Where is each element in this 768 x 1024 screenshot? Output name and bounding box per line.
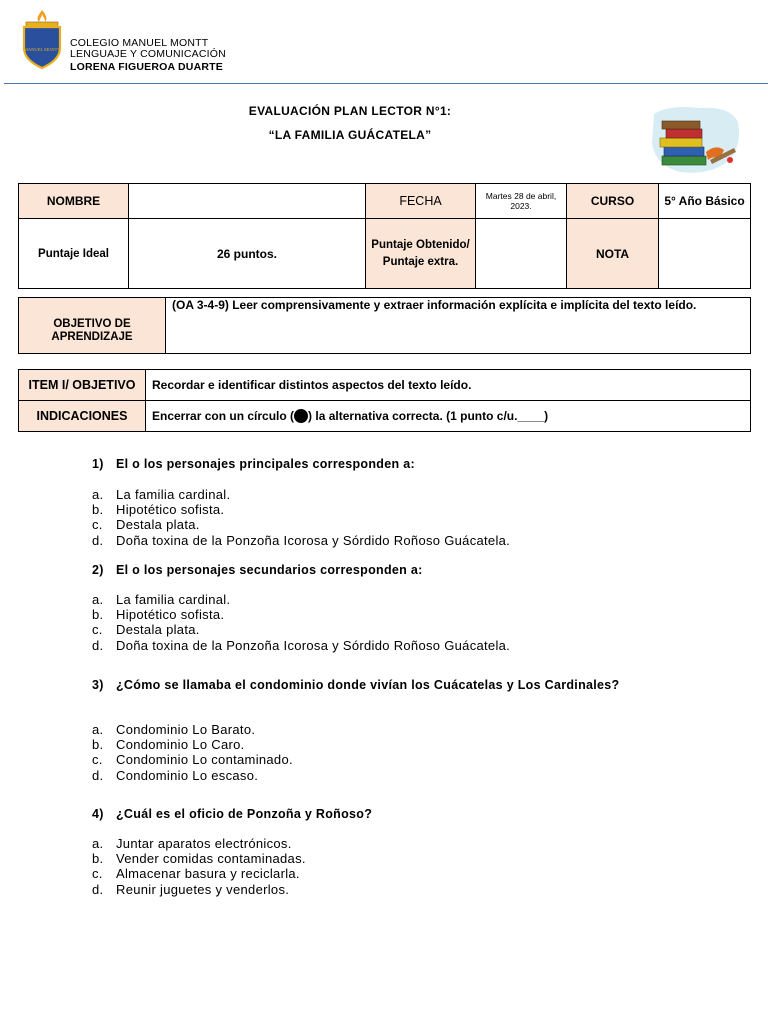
- option-letter: b.: [92, 851, 104, 867]
- option-text: Destala plata.: [116, 517, 200, 533]
- option-letter: c.: [92, 752, 103, 768]
- option-text: Destala plata.: [116, 622, 200, 638]
- question-text: El o los personajes secundarios corresponden a:: [116, 563, 423, 577]
- option-letter: c.: [92, 622, 103, 638]
- option-letter: b.: [92, 607, 104, 623]
- question-text: ¿Cuál es el oficio de Ponzoña y Roñoso?: [116, 807, 373, 821]
- option-item[interactable]: [92, 487, 510, 502]
- option-item[interactable]: [92, 592, 510, 607]
- option-letter: d.: [92, 881, 104, 897]
- curso-label: CURSO: [567, 184, 659, 219]
- question-number: 4): [92, 807, 104, 821]
- item-label: ITEM I/ OBJETIVO: [19, 370, 146, 401]
- option-item[interactable]: [92, 882, 306, 897]
- puntaje-ideal-label: Puntaje Ideal: [19, 219, 129, 289]
- nombre-field[interactable]: [129, 184, 366, 219]
- option-text: La familia cardinal.: [116, 487, 231, 502]
- option-text: Juntar aparatos electrónicos.: [116, 836, 292, 851]
- option-item[interactable]: [92, 768, 293, 783]
- question-number: 2): [92, 563, 104, 577]
- indicaciones-text-end: ) la alternativa correcta. (1 punto c/u.____): [308, 409, 549, 423]
- school-name: COLEGIO MANUEL MONTT: [70, 37, 209, 49]
- option-item[interactable]: [92, 737, 293, 752]
- option-letter: a.: [92, 836, 104, 851]
- option-item[interactable]: [92, 517, 510, 532]
- student-info-table: [18, 183, 751, 289]
- option-letter: a.: [92, 722, 104, 737]
- question-4: [92, 807, 656, 822]
- filled-circle-icon: [294, 409, 308, 423]
- option-item[interactable]: [92, 851, 306, 866]
- curso-value: 5° Año Básico: [659, 184, 751, 219]
- option-text: Condominio Lo Barato.: [116, 722, 256, 737]
- option-item[interactable]: [92, 622, 510, 637]
- question-3-options: [92, 722, 293, 783]
- option-item[interactable]: [92, 533, 510, 548]
- nota-label: NOTA: [567, 219, 659, 289]
- option-text: Vender comidas contaminadas.: [116, 851, 306, 867]
- item-text: Recordar e identificar distintos aspectos del texto leído.: [146, 370, 751, 401]
- nota-field[interactable]: [659, 219, 751, 289]
- option-item[interactable]: [92, 607, 510, 622]
- objective-table: [18, 297, 751, 354]
- option-letter: c.: [92, 517, 103, 533]
- question-3: [92, 678, 656, 693]
- teacher-name: LORENA FIGUEROA DUARTE: [70, 61, 223, 73]
- option-text: La familia cardinal.: [116, 592, 231, 607]
- option-letter: c.: [92, 866, 103, 882]
- objective-text: (OA 3-4-9) Leer comprensivamente y extraer información explícita e implícita del texto leído.: [166, 298, 751, 354]
- option-item[interactable]: [92, 752, 293, 767]
- objective-label: OBJETIVO DE APRENDIZAJE: [19, 298, 166, 354]
- option-letter: b.: [92, 502, 104, 518]
- option-letter: d.: [92, 532, 104, 548]
- question-1: [92, 457, 656, 472]
- question-text: ¿Cómo se llamaba el condominio donde vivían los Cuácatelas y Los Cardinales?: [116, 678, 620, 692]
- option-text: Condominio Lo contaminado.: [116, 752, 293, 768]
- question-1-options: [92, 487, 510, 548]
- puntaje-obtenido-field[interactable]: [476, 219, 567, 289]
- item-table: [18, 369, 751, 432]
- option-item[interactable]: [92, 638, 510, 653]
- option-text: Doña toxina de la Ponzoña Icorosa y Sórdido Roñoso Guácatela.: [116, 637, 511, 653]
- fecha-label: FECHA: [366, 184, 476, 219]
- option-text: Reunir juguetes y venderlos.: [116, 881, 290, 897]
- question-text: El o los personajes principales corresponden a:: [116, 457, 415, 471]
- option-text: Doña toxina de la Ponzoña Icorosa y Sórdido Roñoso Guácatela.: [116, 532, 511, 548]
- option-text: Condominio Lo escaso.: [116, 767, 259, 783]
- indicaciones-label: INDICACIONES: [19, 401, 146, 432]
- option-text: Almacenar basura y reciclarla.: [116, 866, 300, 882]
- question-2: [92, 563, 656, 578]
- school-logo: [20, 8, 64, 70]
- indicaciones-text-start: Encerrar con un círculo (: [152, 409, 295, 423]
- question-number: 3): [92, 678, 104, 692]
- fecha-value: Martes 28 de abril, 2023.: [476, 184, 567, 219]
- puntaje-ideal-value: 26 puntos.: [129, 219, 366, 289]
- option-item[interactable]: [92, 502, 510, 517]
- option-text: Hipotético sofista.: [116, 607, 225, 623]
- option-letter: d.: [92, 767, 104, 783]
- option-letter: a.: [92, 487, 104, 502]
- question-4-options: [92, 836, 306, 897]
- subject-name: LENGUAJE Y COMUNICACIÓN: [70, 48, 226, 60]
- option-item[interactable]: [92, 836, 306, 851]
- logo-text: MANUEL MONTT: [23, 47, 61, 52]
- option-item[interactable]: [92, 866, 306, 881]
- nombre-label: NOMBRE: [19, 184, 129, 219]
- option-letter: a.: [92, 592, 104, 607]
- books-illustration: [650, 104, 742, 180]
- evaluation-title: EVALUACIÓN PLAN LECTOR N°1:: [248, 104, 452, 118]
- option-item[interactable]: [92, 722, 293, 737]
- option-letter: b.: [92, 737, 104, 753]
- book-title: “LA FAMILIA GUÁCATELA”: [268, 128, 432, 142]
- question-2-options: [92, 592, 510, 653]
- header-divider: [4, 83, 768, 84]
- question-number: 1): [92, 457, 104, 471]
- puntaje-obtenido-label: Puntaje Obtenido/ Puntaje extra.: [366, 219, 476, 289]
- option-text: Condominio Lo Caro.: [116, 737, 245, 753]
- option-text: Hipotético sofista.: [116, 502, 225, 518]
- option-letter: d.: [92, 637, 104, 653]
- indicaciones-text: [146, 401, 751, 432]
